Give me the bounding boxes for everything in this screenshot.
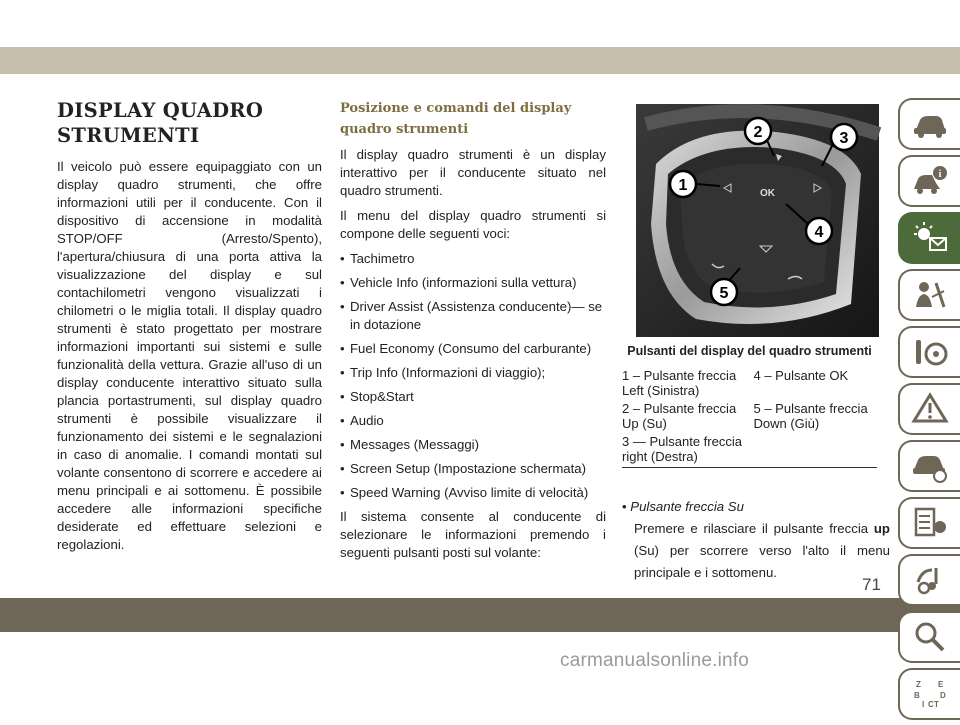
callout-3 [831,124,857,150]
svg-text:B: B [914,691,920,700]
svg-text:D: D [940,691,946,700]
emergency-icon [910,391,950,427]
section-paragraph-3: Il sistema consente al conducente di selezionare le informazioni premendo i seguenti pulsanti posti sul volante: [340,509,606,560]
intro-column [57,98,322,554]
svg-text:I: I [922,700,925,709]
tab-specifications[interactable] [898,497,960,549]
svg-text:Z: Z [916,680,921,689]
menu-column [340,98,606,569]
legend-item: 5 – Pulsante freccia Down (Giù) [753,401,868,431]
svg-text:C: C [928,700,934,709]
section-paragraph-2: Il menu del display quadro strumenti si compone delle seguenti voci: [340,208,606,241]
svg-text:E: E [938,680,944,689]
car-info-icon [910,163,950,199]
bullet-body-text-end: (Su) per scorrere verso l'alto il menu principale e i sottomenu. [634,543,890,580]
search-icon [910,619,950,655]
top-band [0,47,960,74]
svg-text:2: 2 [753,124,763,141]
list-item: • Driver Assist (Assistenza conducente)— se in dotazione [340,298,606,334]
index-icon [910,676,950,712]
list-item: • Messages (Messaggi) [340,436,606,454]
figure-legend [622,368,877,467]
tab-car-lights[interactable] [898,98,960,150]
bullet-body-text: Premere e rilasciare il pulsante freccia [634,521,874,536]
menu-items-list [340,250,606,502]
car-lights-icon [910,106,950,142]
tab-car-info[interactable] [898,155,960,207]
svg-text:1: 1 [678,177,688,194]
list-item: • Trip Info (Informazioni di viaggio); [340,364,606,382]
section-paragraph-1: Il display quadro strumenti è un display interattivo per il conducente situato nel quadro strumenti. [340,147,606,198]
callout-1 [670,171,696,197]
wheel-tools-icon [910,334,950,370]
page-number: 71 [862,575,881,594]
legend-item: 3 — Pulsante freccia right (Destra) [622,434,742,464]
up-arrow-bullet: • Pulsante freccia Su Premere e rilasciare il pulsante freccia up (Su) per scorrere verso l'alto il menu principale e i sottomenu. [622,496,890,584]
bullet-body [622,518,890,584]
steering-wheel-photo [636,104,879,337]
svg-text:T: T [934,700,939,709]
legend-item: 1 – Pulsante freccia Left (Sinistra) [622,368,737,398]
tab-warning-lights[interactable] [898,212,960,264]
figure-caption: Pulsanti del display del quadro strumenti [627,344,872,358]
tab-car-service[interactable] [898,440,960,492]
callout-5 [711,279,737,305]
ok-button-label: OK [760,188,775,199]
svg-text:i: i [938,169,942,180]
svg-text:4: 4 [814,224,824,241]
tab-road-safety[interactable] [898,269,960,321]
bullet-title: Pulsante freccia Su [630,499,744,514]
legend-item: 2 – Pulsante freccia Up (Su) [622,401,737,431]
list-item: • Stop&Start [340,388,606,406]
list-item: • Audio [340,412,606,430]
legend-rule [622,467,877,468]
list-item: • Speed Warning (Avviso limite di velocità) [340,484,606,502]
legend-item: 4 – Pulsante OK [753,368,849,383]
tab-emergency[interactable] [898,383,960,435]
page-heading: DISPLAY QUADRO STRUMENTI [57,99,264,147]
warning-lights-icon [910,220,950,256]
road-safety-icon [910,277,950,313]
tab-wheel-tools[interactable] [898,326,960,378]
section-heading: Posizione e comandi del display quadro strumenti [340,101,572,137]
svg-text:5: 5 [719,285,729,302]
bullet-body-key: up [873,521,890,536]
intro-paragraph: Il veicolo può essere equipaggiato con un display quadro strumenti, che offre informazioni utili per il conducente. Con il dispositivo di accensione in modalità STOP/OFF (Arresto/Spento), l'apertura/chiusura di una porta attiva la visualizzazione del display e sul contachilometri vengono visualizzati i chilometri o le miglia totali. Il display quadro strumenti è stato progettato per mostrare informazioni importanti sui sistemi e sulle funzionalità della vettura. Grazie all'uso di un display conducente interattivo situato sulla plancia portastrumenti, sul display quadro strumenti è possibile visualizzare il funzionamento dei sistemi e le segnalazioni in caso di anomalie. I comandi montati sul volante consentono di scorrere e accedere ai menu principali e ai sottomenu. È possibile accedere alle informazioni specifiche desiderate ed effettuare selezioni e regolazioni. [57,159,322,552]
list-item: • Tachimetro [340,250,606,268]
chapter-tabs [898,98,960,725]
tab-multimedia[interactable] [898,554,960,606]
car-service-icon [910,448,950,484]
callout-2 [745,118,771,144]
svg-text:3: 3 [839,130,849,147]
watermark: carmanualsonline.info [560,650,750,671]
list-item: • Vehicle Info (informazioni sulla vettura) [340,274,606,292]
specifications-icon [910,505,950,541]
multimedia-icon [910,562,950,598]
callout-4 [806,218,832,244]
steering-wheel-illustration [636,104,879,337]
tab-search[interactable] [898,611,960,663]
list-item: • Fuel Economy (Consumo del carburante) [340,340,606,358]
list-item: • Screen Setup (Impostazione schermata) [340,460,606,478]
tab-index[interactable] [898,668,960,720]
bottom-band [0,598,960,632]
